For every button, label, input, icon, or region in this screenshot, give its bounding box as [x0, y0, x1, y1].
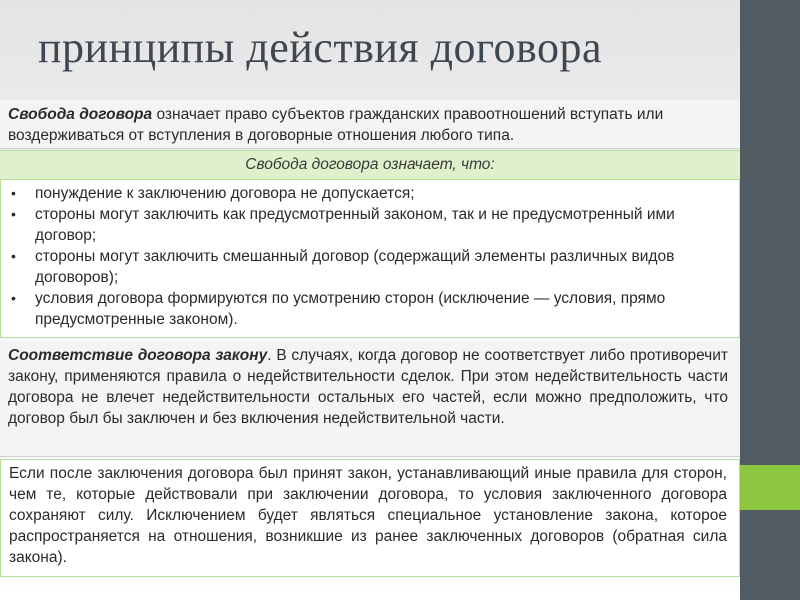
new-law-text: Если после заключения договора был принят закон, устанавливающий иные правила для сторон, чем те, которые действовали при заключении договора, то условия заключенного договора сохраняют силу. Исключением будет являться специальное установление закона, которое распространяется на отношения, возникшие из ранее заключенных договоров (обратная сила закона). — [9, 465, 727, 566]
list-item — [9, 204, 731, 246]
right-sidebar-accent — [740, 465, 800, 510]
slide-title: принципы действия договора — [38, 23, 602, 72]
freedom-list-box — [0, 180, 740, 338]
list-item-text: понуждение к заключению договора не допускается; — [35, 185, 415, 202]
list-item — [9, 246, 731, 288]
new-law-paragraph — [0, 459, 740, 577]
definition-text: означает право субъектов гражданских правоотношений вступать или воздерживаться от вступления в договорные отношения любого типа. — [8, 106, 664, 144]
bullet-icon: • — [11, 185, 16, 201]
bullet-icon: • — [11, 206, 16, 222]
compliance-text: . В случаях, когда договор не соответствует либо противоречит закону, применяются правила о недействительности сделок. При этом недействительность части договора не влечет недействительности остальных его частей, если можно предположить, что договор был бы заключен и без включения недействительной части. — [8, 347, 729, 427]
compliance-term: Соответствие договора закону — [8, 347, 268, 364]
freedom-list — [9, 183, 731, 330]
list-item — [9, 288, 731, 330]
list-item-text: стороны могут заключить как предусмотренный законом, так и не предусмотренный ими договор; — [35, 206, 675, 244]
definition-term: Свобода договора — [8, 106, 153, 123]
right-sidebar-panel — [740, 0, 800, 600]
bullet-icon: • — [11, 248, 16, 264]
bullet-icon: • — [11, 290, 16, 306]
freedom-of-contract-definition — [0, 100, 740, 149]
list-item-text: условия договора формируются по усмотрению сторон (исключение — условия, прямо предусмотренные законом). — [35, 290, 666, 328]
compliance-with-law-paragraph — [0, 342, 740, 457]
list-item — [9, 183, 731, 204]
freedom-list-header: Свобода договора означает, что: — [0, 150, 740, 180]
list-item-text: стороны могут заключить смешанный договор (содержащий элементы различных видов договоров); — [35, 248, 675, 286]
